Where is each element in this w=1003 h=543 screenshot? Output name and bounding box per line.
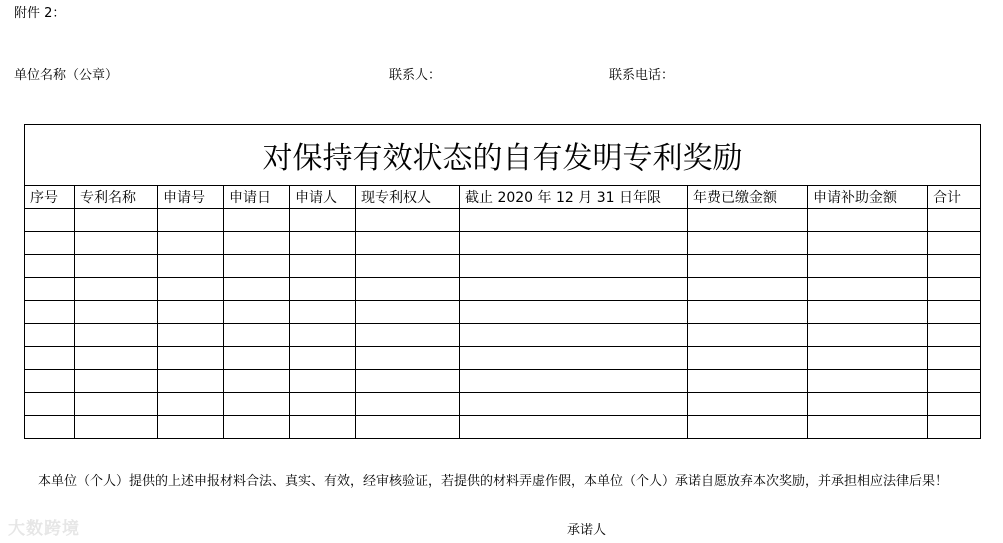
contact-phone-label: 联系电话： [609,68,675,83]
table-cell[interactable] [460,393,688,416]
table-cell[interactable] [688,255,808,278]
table-cell[interactable] [75,301,158,324]
contact-person-label: 联系人： [389,68,442,83]
table-cell[interactable] [290,232,356,255]
column-header: 申请号 [158,186,224,209]
table-cell[interactable] [460,370,688,393]
table-cell[interactable] [75,416,158,439]
table-cell[interactable] [158,324,224,347]
table-cell[interactable] [808,301,928,324]
table-cell[interactable] [460,347,688,370]
table-cell[interactable] [290,393,356,416]
table-row [25,393,981,416]
table-cell[interactable] [75,324,158,347]
table-cell[interactable] [460,232,688,255]
table-cell[interactable] [224,209,290,232]
table-cell[interactable] [356,324,460,347]
table-cell[interactable] [928,209,981,232]
table-cell[interactable] [928,370,981,393]
table-cell[interactable] [290,416,356,439]
table-cell[interactable] [460,278,688,301]
table-cell[interactable] [808,393,928,416]
table-cell[interactable] [158,393,224,416]
table-cell[interactable] [460,324,688,347]
table-cell[interactable] [356,278,460,301]
column-header: 合计 [928,186,981,209]
table-cell[interactable] [688,347,808,370]
table-cell[interactable] [224,370,290,393]
table-cell[interactable] [808,370,928,393]
unit-name-label: 单位名称（公章） [14,68,119,83]
table-cell[interactable] [290,347,356,370]
table-cell[interactable] [356,393,460,416]
table-cell[interactable] [158,416,224,439]
table-cell[interactable] [290,370,356,393]
table-cell[interactable] [158,232,224,255]
table-cell[interactable] [356,416,460,439]
table-cell[interactable] [808,416,928,439]
table-cell[interactable] [224,324,290,347]
table-cell[interactable] [224,232,290,255]
table-cell[interactable] [460,209,688,232]
watermark: 大数跨境 [8,519,80,539]
table-cell[interactable] [25,393,75,416]
table-cell[interactable] [928,393,981,416]
table-header-row [25,186,981,209]
table-cell[interactable] [928,416,981,439]
table-row [25,278,981,301]
table-row [25,416,981,439]
table-cell[interactable] [808,232,928,255]
table-cell[interactable] [290,255,356,278]
table-cell[interactable] [158,347,224,370]
table-cell[interactable] [75,232,158,255]
column-header: 年费已缴金额 [688,186,808,209]
table-cell[interactable] [75,370,158,393]
table-cell[interactable] [25,278,75,301]
table-cell[interactable] [25,209,75,232]
table-cell[interactable] [928,301,981,324]
table-cell[interactable] [158,209,224,232]
table-cell[interactable] [75,278,158,301]
table-cell[interactable] [25,370,75,393]
table-cell[interactable] [25,416,75,439]
table-cell[interactable] [808,324,928,347]
table-cell[interactable] [290,278,356,301]
table-cell[interactable] [688,324,808,347]
table-cell[interactable] [688,416,808,439]
table-cell[interactable] [158,301,224,324]
table-cell[interactable] [688,370,808,393]
table-cell[interactable] [158,278,224,301]
table-cell[interactable] [356,370,460,393]
table-cell[interactable] [688,209,808,232]
table-body [25,209,981,439]
table-cell[interactable] [460,416,688,439]
patent-award-table [24,124,981,439]
table-cell[interactable] [928,232,981,255]
table-cell[interactable] [460,301,688,324]
table-title: 对保持有效状态的自有发明专利奖励 [25,125,981,186]
table-row [25,324,981,347]
table-cell[interactable] [356,347,460,370]
table-cell[interactable] [25,324,75,347]
column-header: 现专利权人 [356,186,460,209]
column-header: 申请日 [224,186,290,209]
table-row [25,232,981,255]
table-cell[interactable] [290,209,356,232]
table-cell[interactable] [75,393,158,416]
table-cell[interactable] [808,255,928,278]
table-cell[interactable] [688,232,808,255]
column-header: 截止 2020 年 12 月 31 日年限 [460,186,688,209]
table-cell[interactable] [928,278,981,301]
table-cell[interactable] [688,301,808,324]
table-cell[interactable] [928,255,981,278]
pledge-text: 本单位（个人）提供的上述申报材料合法、真实、有效，经审核验证，若提供的材料弄虚作假，本单位（个人）承诺自愿放弃本次奖励，并承担相应法律后果！ [38,474,949,489]
table-cell[interactable] [224,278,290,301]
table-row [25,209,981,232]
table-cell[interactable] [25,347,75,370]
column-header: 申请人 [290,186,356,209]
table-cell[interactable] [224,301,290,324]
table-row [25,301,981,324]
table-cell[interactable] [75,209,158,232]
table-cell[interactable] [224,255,290,278]
table-cell[interactable] [290,301,356,324]
promisor-label: 承诺人 [567,523,607,538]
table-cell[interactable] [808,209,928,232]
table-cell[interactable] [356,232,460,255]
table-cell[interactable] [224,393,290,416]
table-cell[interactable] [290,324,356,347]
table-row [25,255,981,278]
table-cell[interactable] [25,301,75,324]
annex-label: 附件 2： [14,6,66,21]
table-cell[interactable] [356,255,460,278]
table-cell[interactable] [25,232,75,255]
table-cell[interactable] [928,324,981,347]
column-header: 专利名称 [75,186,158,209]
table-cell[interactable] [356,209,460,232]
table-cell[interactable] [158,370,224,393]
table-cell[interactable] [928,347,981,370]
column-header: 序号 [25,186,75,209]
table-cell[interactable] [25,255,75,278]
table-row [25,347,981,370]
table-cell[interactable] [688,393,808,416]
column-header: 申请补助金额 [808,186,928,209]
table-cell[interactable] [224,416,290,439]
table-cell[interactable] [75,255,158,278]
table-cell[interactable] [808,347,928,370]
table-cell[interactable] [688,278,808,301]
table-row [25,370,981,393]
table-cell[interactable] [808,278,928,301]
table-cell[interactable] [158,255,224,278]
table-cell[interactable] [224,347,290,370]
table-cell[interactable] [75,347,158,370]
table-cell[interactable] [356,301,460,324]
table-cell[interactable] [460,255,688,278]
